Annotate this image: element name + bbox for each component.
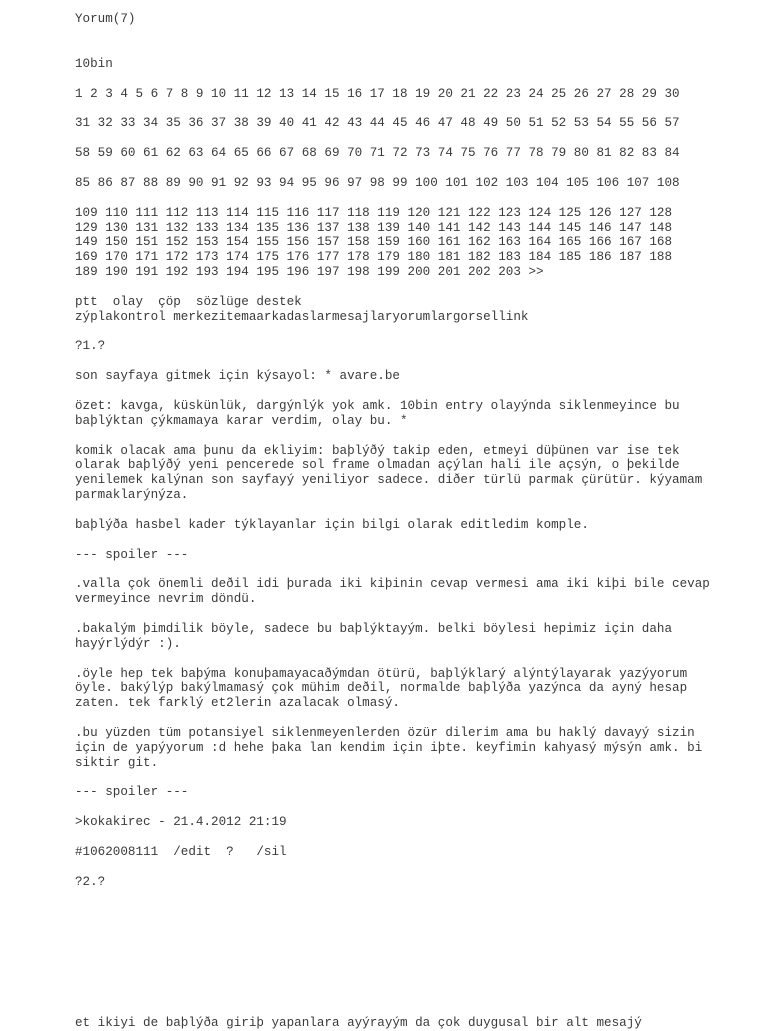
entry-actions[interactable]: #1062008111 /edit ? /sil (75, 844, 287, 859)
page-numbers-row-last[interactable]: 189 190 191 192 193 194 195 196 197 198 199 200 201 202 203 >> (75, 264, 544, 279)
entry-number: ?1.? (75, 339, 106, 354)
entry-paragraph: .bu yüzden tüm potansiyel siklenmeyenlerden özür dilerim ama bu haklý davayý sizin için de yapýyorum :d hehe þaka lan kendim için iþte. keyfimin kahyasý mýsýn amk. bi siktir git. (75, 725, 703, 770)
entry-paragraph: son sayfaya gitmek için kýsayol: * avare.be (75, 369, 400, 384)
entry-paragraph: komik olacak ama þunu da ekliyim: baþlýðý takip eden, etmeyi düþünen var ise tek olarak baþlýðý yeni pencerede sol frame olmadan açýlan hali ile açsýn, o þekilde yenilemek kalýnan son sayfayý yeniliyor sadece. diðer türlü parmak çürütür. kýyamam parmaklarýnýza. (75, 443, 703, 502)
page-numbers-row[interactable]: 169 170 171 172 173 174 175 176 177 178 179 180 181 182 183 184 185 186 187 188 (75, 250, 673, 265)
pagination (75, 87, 715, 280)
spoiler-end: --- spoiler --- (75, 785, 189, 800)
blank-space (75, 904, 715, 1016)
site-nav (75, 295, 715, 325)
entry-2 (75, 875, 715, 1031)
entry-paragraph: özet: kavga, küskünlük, dargýnlýk yok amk. 10bin entry olayýnda siklenmeyince bu baþlýktan çýkmamaya karar verdim, olay bu. * (75, 398, 680, 428)
page-numbers-row[interactable]: 149 150 151 152 153 154 155 156 157 158 159 160 161 162 163 164 165 166 167 168 (75, 235, 673, 250)
spoiler-start: --- spoiler --- (75, 547, 189, 562)
comments-link[interactable]: Yorum(7) (75, 12, 136, 26)
page-numbers-row[interactable]: 1 2 3 4 5 6 7 8 9 10 11 12 13 14 15 16 17 18 19 20 21 22 23 24 25 26 27 28 29 30 (75, 86, 680, 101)
entry-paragraph: baþlýða hasbel kader týklayanlar için bilgi olarak editledim komple. (75, 517, 589, 532)
page-numbers-row[interactable]: 109 110 111 112 113 114 115 116 117 118 119 120 121 122 123 124 125 126 127 128 (75, 205, 673, 220)
tenbin-link[interactable]: 10bin (75, 56, 113, 71)
page-numbers-row[interactable]: 85 86 87 88 89 90 91 92 93 94 95 96 97 98 99 100 101 102 103 104 105 106 107 108 (75, 175, 680, 190)
entry-number: ?2.? (75, 874, 106, 889)
page-numbers-row[interactable]: 58 59 60 61 62 63 64 65 66 67 68 69 70 71 72 73 74 75 76 77 78 79 80 81 82 83 84 (75, 146, 680, 161)
page-content (75, 12, 715, 1031)
entry-paragraph: .valla çok önemli deðil idi þurada iki kiþinin cevap vermesi ama iki kiþi bile cevap vermeyince nevrim döndü. (75, 577, 710, 607)
entry-author-signature[interactable]: >kokakirec - 21.4.2012 21:19 (75, 815, 287, 830)
page-numbers-group (75, 206, 715, 280)
entry-paragraph: .öyle hep tek baþýma konuþamayacaðýmdan ötürü, baþlýklarý alýntýlayarak yazýyorum öyle. bakýlýp bakýlmamasý çok mühim deðil, normalde baþlýða yazýnca da ayný hesap zaten. tek farklý et2lerin azalacak olmasý. (75, 666, 688, 711)
page-numbers-row[interactable]: 31 32 33 34 35 36 37 38 39 40 41 42 43 44 45 46 47 48 49 50 51 52 53 54 55 56 57 (75, 116, 680, 131)
entry-paragraph: .bakalým þimdilik böyle, sadece bu baþlýktayým. belki böylesi hepimiz için daha hayýrlýdýr :). (75, 621, 673, 651)
entry-paragraph: et ikiyi de baþlýða giriþ yapanlara ayýrayým da çok duygusal bir alt mesajý (75, 1016, 642, 1031)
nav-links-secondary[interactable]: zýplakontrol merkezitemaarkadaslarmesajlaryorumlargorsellink (75, 309, 529, 324)
page-numbers-row[interactable]: 129 130 131 132 133 134 135 136 137 138 139 140 141 142 143 144 145 146 147 148 (75, 220, 673, 235)
nav-links-primary[interactable]: ptt olay çöp sözlüge destek (75, 294, 302, 309)
entry-1 (75, 339, 715, 859)
